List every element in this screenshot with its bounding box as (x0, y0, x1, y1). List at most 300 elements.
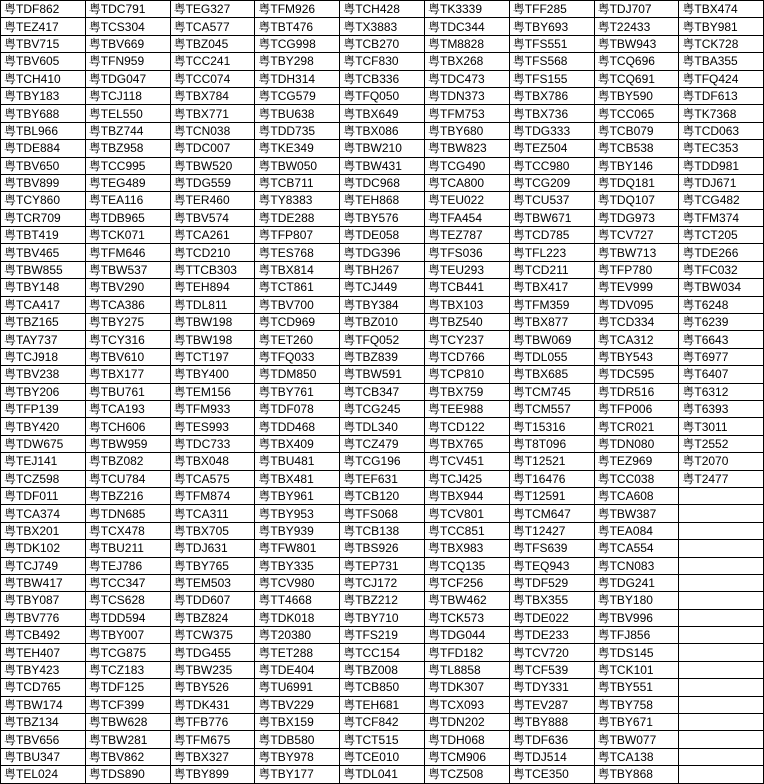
plate-number-cell: 粤TBW050 (255, 157, 340, 174)
plate-number-cell: 粤TBV669 (85, 35, 170, 52)
plate-number-cell: 粤TBY888 (509, 714, 594, 731)
table-row (1, 696, 764, 713)
plate-number-cell: 粤TBT419 (1, 227, 86, 244)
plate-number-cell: 粤TBZ216 (85, 487, 170, 504)
plate-number-cell: 粤TBY551 (594, 679, 679, 696)
plate-number-cell: 粤T22433 (594, 18, 679, 35)
table-row (1, 714, 764, 731)
plate-number-cell: 粤TEL550 (85, 105, 170, 122)
plate-number-cell: 粤TDF529 (509, 574, 594, 591)
table-row (1, 140, 764, 157)
plate-number-cell: 粤T6393 (679, 400, 764, 417)
plate-number-cell: 粤TCW375 (170, 627, 255, 644)
plate-number-cell: 粤TDS145 (594, 644, 679, 661)
plate-number-cell: 粤TCM745 (509, 383, 594, 400)
plate-number-cell: 粤TCA417 (1, 296, 86, 313)
plate-number-cell: 粤TEL024 (1, 766, 86, 783)
plate-number-cell: 粤TCX093 (424, 696, 509, 713)
plate-number-cell: 粤TCA193 (85, 400, 170, 417)
plate-number-cell: 粤TCQ135 (424, 557, 509, 574)
plate-number-cell: 粤TBW537 (85, 261, 170, 278)
plate-number-cell: 粤TBX177 (85, 366, 170, 383)
plate-number-cell: 粤TDN202 (424, 714, 509, 731)
plate-number-cell: 粤TDC344 (424, 18, 509, 35)
plate-number-cell: 粤TFQ033 (255, 348, 340, 365)
plate-number-cell: 粤TCD766 (424, 348, 509, 365)
plate-number-cell: 粤TBX268 (424, 53, 509, 70)
plate-number-cell: 粤TCA138 (594, 748, 679, 765)
plate-number-cell: 粤TBX103 (424, 296, 509, 313)
plate-number-cell: 粤TEH681 (340, 696, 425, 713)
plate-number-cell: 粤TFN959 (85, 53, 170, 70)
plate-number-cell: 粤TDJ631 (170, 540, 255, 557)
plate-number-cell: 粤TBX759 (424, 383, 509, 400)
plate-number-cell: 粤TDD735 (255, 122, 340, 139)
plate-number-cell: 粤TEC353 (679, 140, 764, 157)
plate-number-cell: 粤TFL223 (509, 244, 594, 261)
plate-number-cell: 粤TBV700 (255, 296, 340, 313)
plate-number-cell: 粤TBW281 (85, 731, 170, 748)
plate-number-cell (679, 505, 764, 522)
plate-number-cell: 粤TCT197 (170, 348, 255, 365)
plate-number-cell: 粤TDN373 (424, 87, 509, 104)
plate-number-cell: 粤TCP810 (424, 366, 509, 383)
plate-number-cell: 粤TCZ479 (340, 435, 425, 452)
table-row (1, 557, 764, 574)
plate-number-cell: 粤T6977 (679, 348, 764, 365)
plate-number-cell: 粤TDN685 (85, 505, 170, 522)
plate-number-cell: 粤TBY688 (1, 105, 86, 122)
table-row (1, 331, 764, 348)
plate-number-cell: 粤TCB850 (340, 679, 425, 696)
plate-number-cell: 粤TCG245 (340, 400, 425, 417)
plate-number-cell: 粤TCB347 (340, 383, 425, 400)
plate-number-cell: 粤TDC007 (170, 140, 255, 157)
plate-number-cell: 粤TBY180 (594, 592, 679, 609)
plate-number-cell: 粤TDE022 (509, 609, 594, 626)
plate-number-cell: 粤TCB120 (340, 487, 425, 504)
plate-number-cell: 粤TBY680 (424, 122, 509, 139)
plate-number-cell: 粤TCD785 (509, 227, 594, 244)
plate-number-cell: 粤TCB492 (1, 627, 86, 644)
plate-number-cell: 粤TEP731 (340, 557, 425, 574)
plate-number-cell: 粤TDC473 (424, 70, 509, 87)
plate-number-cell: 粤TEV999 (594, 279, 679, 296)
plate-number-cell (679, 592, 764, 609)
table-row (1, 296, 764, 313)
plate-number-cell: 粤TBU481 (255, 453, 340, 470)
plate-number-cell: 粤TBY335 (255, 557, 340, 574)
table-row (1, 592, 764, 609)
plate-number-cell: 粤TDK102 (1, 540, 86, 557)
plate-number-cell: 粤TBW034 (679, 279, 764, 296)
plate-number-cell: 粤TBY868 (594, 766, 679, 783)
plate-number-cell: 粤T2477 (679, 470, 764, 487)
plate-number-cell: 粤TES768 (255, 244, 340, 261)
table-row (1, 540, 764, 557)
plate-number-cell: 粤TDL811 (170, 296, 255, 313)
plate-number-cell: 粤TBU347 (1, 748, 86, 765)
plate-number-cell: 粤TBY693 (509, 18, 594, 35)
plate-number-cell: 粤TEU022 (424, 192, 509, 209)
plate-number-cell: 粤TEU293 (424, 261, 509, 278)
table-row (1, 314, 764, 331)
table-row (1, 731, 764, 748)
plate-number-cell: 粤TBX877 (509, 314, 594, 331)
plate-number-cell: 粤TX3883 (340, 18, 425, 35)
plate-number-cell: 粤TCB138 (340, 522, 425, 539)
plate-number-cell: 粤TCG579 (255, 87, 340, 104)
plate-number-cell: 粤TCB538 (594, 140, 679, 157)
plate-number-cell: 粤TBX983 (424, 540, 509, 557)
plate-number-cell: 粤TDH314 (255, 70, 340, 87)
plate-number-cell: 粤TBX201 (1, 522, 86, 539)
plate-number-cell: 粤TCM906 (424, 748, 509, 765)
plate-number-cell: 粤TBZ958 (85, 140, 170, 157)
plate-number-cell: 粤TDE266 (679, 244, 764, 261)
plate-number-cell: 粤TDL055 (509, 348, 594, 365)
plate-number-cell: 粤TCU537 (509, 192, 594, 209)
plate-number-cell: 粤TCB336 (340, 70, 425, 87)
plate-number-cell: 粤TBW198 (170, 314, 255, 331)
plate-number-cell: 粤TEM503 (170, 574, 255, 591)
plate-number-cell: 粤TCK573 (424, 609, 509, 626)
plate-number-cell: 粤TES993 (170, 418, 255, 435)
plate-number-cell: 粤TCK728 (679, 35, 764, 52)
plate-number-cell: 粤TBY953 (255, 505, 340, 522)
plate-number-cell: 粤TBY978 (255, 748, 340, 765)
table-row (1, 261, 764, 278)
plate-number-cell: 粤TCB270 (340, 35, 425, 52)
plate-number-cell: 粤TCA374 (1, 505, 86, 522)
plate-number-cell: 粤TCD765 (1, 679, 86, 696)
plate-number-cell: 粤TBW713 (594, 244, 679, 261)
plate-number-cell: 粤TBY710 (340, 609, 425, 626)
plate-number-cell: 粤TDG973 (594, 209, 679, 226)
plate-number-cell: 粤TCR709 (1, 209, 86, 226)
plate-number-cell: 粤T2070 (679, 453, 764, 470)
plate-number-cell: 粤TCA575 (170, 470, 255, 487)
plate-number-cell (679, 766, 764, 783)
plate-number-cell: 粤TCZ183 (85, 661, 170, 678)
plate-number-cell: 粤TCD122 (424, 418, 509, 435)
plate-number-cell: 粤TFQ050 (340, 87, 425, 104)
plate-number-cell: 粤TU6991 (255, 679, 340, 696)
plate-number-cell: 粤TCG998 (255, 35, 340, 52)
plate-number-cell: 粤TDE884 (1, 140, 86, 157)
plate-number-cell: 粤TCA554 (594, 540, 679, 557)
plate-number-cell: 粤TFM359 (509, 296, 594, 313)
table-row (1, 609, 764, 626)
plate-number-cell: 粤TCA386 (85, 296, 170, 313)
plate-number-cell: 粤TCR021 (594, 418, 679, 435)
plate-number-cell: 粤TBX786 (509, 87, 594, 104)
plate-number-cell: 粤TBY087 (1, 592, 86, 609)
plate-number-cell: 粤TFS639 (509, 540, 594, 557)
plate-number-cell: 粤TCY237 (424, 331, 509, 348)
plate-number-cell: 粤TDK431 (170, 696, 255, 713)
table-row (1, 244, 764, 261)
plate-number-cell: 粤T12427 (509, 522, 594, 539)
plate-number-cell: 粤TCM647 (509, 505, 594, 522)
plate-number-cell: 粤TCK071 (85, 227, 170, 244)
plate-number-cell: 粤TCS304 (85, 18, 170, 35)
plate-number-cell: 粤TFM646 (85, 244, 170, 261)
plate-number-cell: 粤TBY981 (679, 18, 764, 35)
plate-number-cell: 粤TBV229 (255, 696, 340, 713)
plate-number-cell (679, 487, 764, 504)
plate-number-cell: 粤TEG327 (170, 1, 255, 18)
plate-number-cell: 粤T6643 (679, 331, 764, 348)
plate-number-cell (679, 522, 764, 539)
plate-number-cell: 粤TBV996 (594, 609, 679, 626)
plate-number-cell: 粤TBV290 (85, 279, 170, 296)
plate-number-cell: 粤TCV720 (509, 644, 594, 661)
plate-number-cell: 粤TEJ786 (85, 557, 170, 574)
plate-number-cell: 粤TFB776 (170, 714, 255, 731)
plate-number-cell: 粤TBV656 (1, 731, 86, 748)
plate-number-cell: 粤TCV980 (255, 574, 340, 591)
plate-number-cell: 粤TEV287 (509, 696, 594, 713)
table-row (1, 157, 764, 174)
plate-number-cell: 粤TEH894 (170, 279, 255, 296)
plate-number-cell: 粤TEA084 (594, 522, 679, 539)
plate-number-cell: 粤TEZ417 (1, 18, 86, 35)
plate-number-cell: 粤TDF011 (1, 487, 86, 504)
plate-number-cell: 粤T2552 (679, 435, 764, 452)
plate-number-cell: 粤TBY543 (594, 348, 679, 365)
plate-number-cell: 粤TEH868 (340, 192, 425, 209)
plate-number-cell: 粤TBW431 (340, 157, 425, 174)
plate-number-cell: 粤TBV899 (1, 174, 86, 191)
plate-number-cell: 粤TDG333 (509, 122, 594, 139)
plate-number-cell: 粤TCF842 (340, 714, 425, 731)
plate-number-cell: 粤TCF830 (340, 53, 425, 70)
table-row (1, 470, 764, 487)
table-row (1, 522, 764, 539)
plate-number-cell (679, 609, 764, 626)
plate-number-cell: 粤TBX814 (255, 261, 340, 278)
plate-number-cell: 粤TCV727 (594, 227, 679, 244)
plate-number-cell: 粤TDY331 (509, 679, 594, 696)
plate-number-cell: 粤TDJ671 (679, 174, 764, 191)
plate-number-cell: 粤TCC065 (594, 105, 679, 122)
plate-number-cell: 粤TFP139 (1, 400, 86, 417)
plate-number-cell: 粤TBW077 (594, 731, 679, 748)
plate-number-cell: 粤TCJ918 (1, 348, 86, 365)
plate-number-cell: 粤TBX765 (424, 435, 509, 452)
table-row (1, 748, 764, 765)
plate-number-cell: 粤TCZ598 (1, 470, 86, 487)
plate-number-cell: 粤TBY590 (594, 87, 679, 104)
plate-number-cell (679, 731, 764, 748)
plate-number-cell (679, 714, 764, 731)
plate-number-cell: 粤TBY761 (255, 383, 340, 400)
table-row (1, 192, 764, 209)
table-row (1, 35, 764, 52)
plate-number-cell: 粤TBX355 (509, 592, 594, 609)
plate-number-cell: 粤TFF285 (509, 1, 594, 18)
plate-number-cell: 粤TDC968 (340, 174, 425, 191)
plate-number-cell: 粤TDG047 (85, 70, 170, 87)
plate-number-cell: 粤TCE010 (340, 748, 425, 765)
plate-number-cell: 粤TCC074 (170, 70, 255, 87)
plate-number-cell: 粤TDF125 (85, 679, 170, 696)
plate-number-cell: 粤TCK101 (594, 661, 679, 678)
plate-number-cell: 粤TCT515 (340, 731, 425, 748)
plate-number-cell: 粤TDS890 (85, 766, 170, 783)
plate-number-cell: 粤TFS036 (424, 244, 509, 261)
plate-number-cell: 粤TDF613 (679, 87, 764, 104)
table-row (1, 574, 764, 591)
plate-number-cell: 粤TFP780 (594, 261, 679, 278)
plate-number-cell: 粤TDK018 (255, 609, 340, 626)
plate-number-cell: 粤TBX409 (255, 435, 340, 452)
plate-number-cell: 粤TFW801 (255, 540, 340, 557)
plate-number-cell: 粤TFM753 (424, 105, 509, 122)
plate-number-cell: 粤TCB711 (255, 174, 340, 191)
table-row (1, 87, 764, 104)
plate-number-cell: 粤TCG209 (509, 174, 594, 191)
plate-number-cell: 粤TM8828 (424, 35, 509, 52)
plate-number-cell: 粤TEH407 (1, 644, 86, 661)
plate-number-cell: 粤T3011 (679, 418, 764, 435)
plate-number-cell: 粤TDR516 (594, 383, 679, 400)
plate-number-cell: 粤TL8858 (424, 661, 509, 678)
plate-number-cell: 粤TCV801 (424, 505, 509, 522)
plate-number-cell: 粤TDJ707 (594, 1, 679, 18)
plate-number-cell: 粤TBW210 (340, 140, 425, 157)
plate-number-cell: 粤TBV238 (1, 366, 86, 383)
plate-number-cell: 粤TDV095 (594, 296, 679, 313)
plate-number-cell: 粤TBX944 (424, 487, 509, 504)
table-row (1, 661, 764, 678)
plate-number-cell (679, 679, 764, 696)
plate-number-cell: 粤TBZ839 (340, 348, 425, 365)
plate-number-cell: 粤TCA312 (594, 331, 679, 348)
plate-number-cell: 粤TBY400 (170, 366, 255, 383)
plate-number-cell: 粤TBZ212 (340, 592, 425, 609)
plate-number-cell: 粤TDG396 (340, 244, 425, 261)
plate-number-cell: 粤TDJ514 (509, 748, 594, 765)
plate-number-cell: 粤TBW174 (1, 696, 86, 713)
table-row (1, 679, 764, 696)
plate-number-cell: 粤TCH410 (1, 70, 86, 87)
plate-number-cell: 粤TFM675 (170, 731, 255, 748)
plate-number-cell: 粤TBY146 (594, 157, 679, 174)
plate-number-cell: 粤TBX474 (679, 1, 764, 18)
plate-number-cell: 粤TDC733 (170, 435, 255, 452)
plate-number-cell: 粤TBX784 (170, 87, 255, 104)
plate-number-cell (679, 748, 764, 765)
plate-number-cell: 粤TCA800 (424, 174, 509, 191)
plate-number-cell: 粤TBX159 (255, 714, 340, 731)
plate-number-cell: 粤TCF256 (424, 574, 509, 591)
plate-number-cell: 粤TEA116 (85, 192, 170, 209)
plate-number-cell: 粤T12521 (509, 453, 594, 470)
plate-number-cell: 粤TFS568 (509, 53, 594, 70)
plate-number-cell: 粤TCA311 (170, 505, 255, 522)
plate-number-cell: 粤TBY420 (1, 418, 86, 435)
plate-number-cell: 粤TBV610 (85, 348, 170, 365)
plate-number-cell: 粤TDE404 (255, 661, 340, 678)
plate-number-cell: 粤TBT476 (255, 18, 340, 35)
plate-number-cell: 粤TFM874 (170, 487, 255, 504)
plate-number-cell: 粤TBU761 (85, 383, 170, 400)
plate-number-cell: 粤TBW069 (509, 331, 594, 348)
plate-number-cell: 粤TDB965 (85, 209, 170, 226)
table-row (1, 70, 764, 87)
plate-number-cell: 粤TFM926 (255, 1, 340, 18)
plate-number-cell: 粤TCQ691 (594, 70, 679, 87)
plate-number-cell: 粤TDE233 (509, 627, 594, 644)
plate-number-cell: 粤TCZ508 (424, 766, 509, 783)
plate-number-cell: 粤TCJ749 (1, 557, 86, 574)
plate-number-cell: 粤TK3339 (424, 1, 509, 18)
plate-number-cell: 粤TCQ696 (594, 53, 679, 70)
plate-number-cell: 粤TBZ045 (170, 35, 255, 52)
plate-number-cell: 粤TEM156 (170, 383, 255, 400)
plate-number-cell: 粤TBZ010 (340, 314, 425, 331)
plate-number-cell: 粤TBY758 (594, 696, 679, 713)
plate-number-cell: 粤TDL340 (340, 418, 425, 435)
plate-number-cell: 粤TCC347 (85, 574, 170, 591)
plate-number-cell: 粤T6239 (679, 314, 764, 331)
plate-number-cell: 粤TCX478 (85, 522, 170, 539)
plate-number-cell: 粤TBX736 (509, 105, 594, 122)
plate-number-cell: 粤TBX705 (170, 522, 255, 539)
table-row (1, 279, 764, 296)
plate-number-cell: 粤TCJ449 (340, 279, 425, 296)
plate-number-cell: 粤TFP006 (594, 400, 679, 417)
plate-number-cell: 粤TDM850 (255, 366, 340, 383)
plate-number-cell: 粤TBY671 (594, 714, 679, 731)
plate-number-cell: 粤TDL041 (340, 766, 425, 783)
plate-number-cell: 粤TET288 (255, 644, 340, 661)
plate-number-cell: 粤TCJ172 (340, 574, 425, 591)
plate-number-cell: 粤TDC595 (594, 366, 679, 383)
table-row (1, 418, 764, 435)
plate-number-cell: 粤TFS068 (340, 505, 425, 522)
plate-number-cell: 粤TBW671 (509, 209, 594, 226)
plate-number-cell: 粤T6407 (679, 366, 764, 383)
plate-number-cell: 粤TBZ744 (85, 122, 170, 139)
plate-number-cell: 粤TEZ787 (424, 227, 509, 244)
plate-number-cell: 粤T8T096 (509, 435, 594, 452)
plate-number-cell (679, 540, 764, 557)
plate-number-cell (679, 627, 764, 644)
plate-number-cell: 粤TBZ824 (170, 609, 255, 626)
plate-number-cell: 粤TBH267 (340, 261, 425, 278)
plate-number-cell: 粤TBW417 (1, 574, 86, 591)
plate-number-cell: 粤TFC032 (679, 261, 764, 278)
plate-number-cell: 粤TER460 (170, 192, 255, 209)
plate-number-cell: 粤TY8383 (255, 192, 340, 209)
plate-number-cell: 粤T6248 (679, 296, 764, 313)
table-row (1, 122, 764, 139)
plate-number-cell: 粤TBY526 (170, 679, 255, 696)
plate-number-cell: 粤TDG241 (594, 574, 679, 591)
plate-number-cell: 粤TBV650 (1, 157, 86, 174)
plate-number-cell: 粤TDN080 (594, 435, 679, 452)
table-row (1, 209, 764, 226)
plate-number-cell: 粤TFJ856 (594, 627, 679, 644)
plate-number-cell: 粤TDQ107 (594, 192, 679, 209)
plate-number-cell: 粤TBW628 (85, 714, 170, 731)
plate-number-cell: 粤TCD210 (170, 244, 255, 261)
plate-number-cell (679, 557, 764, 574)
plate-number-cell: 粤TEJ141 (1, 453, 86, 470)
